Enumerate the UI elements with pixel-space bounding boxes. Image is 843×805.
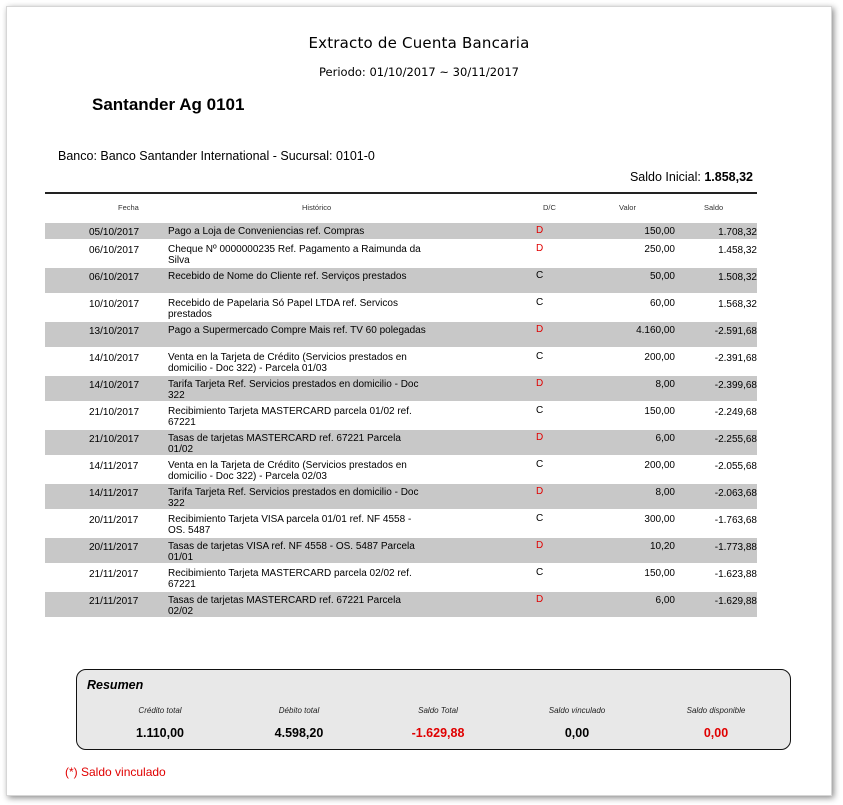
summary-title: Resumen — [87, 678, 144, 692]
row-dc: D — [536, 486, 544, 497]
row-description: Cheque Nº 0000000235 Ref. Pagamento a Raimunda da Silva — [168, 244, 421, 266]
row-balance: -1.763,68 — [714, 515, 757, 526]
row-balance: -2.591,68 — [714, 326, 757, 337]
account-name: Santander Ag 0101 — [92, 95, 245, 114]
row-description: Tasas de tarjetas VISA ref. NF 4558 - OS. 5487 Parcela 01/01 — [168, 541, 415, 563]
row-date: 06/10/2017 — [89, 272, 140, 283]
row-description: Tarifa Tarjeta Ref. Servicios prestados en domicilio - Doc 322 — [168, 487, 419, 509]
row-dc: C — [536, 405, 544, 416]
row-balance: -1.773,88 — [714, 542, 757, 553]
row-date: 21/10/2017 — [89, 407, 140, 418]
row-description: Recebido de Papelaria Só Papel LTDA ref. Servicos prestados — [168, 298, 398, 320]
summary-value-credit: 1.110,00 — [136, 726, 184, 740]
summary-label-credit: Crédito total — [138, 706, 182, 715]
statement-page — [6, 6, 832, 796]
row-date: 05/10/2017 — [89, 227, 140, 238]
row-date: 13/10/2017 — [89, 326, 140, 337]
row-date: 20/11/2017 — [89, 542, 139, 553]
row-description: Recebido de Nome do Cliente ref. Serviços prestados — [168, 271, 407, 282]
row-date: 14/10/2017 — [89, 353, 140, 364]
document-title: Extracto de Cuenta Bancaria — [308, 34, 530, 52]
opening-balance — [630, 170, 753, 184]
row-dc: C — [536, 270, 544, 281]
row-dc: C — [536, 459, 544, 470]
row-dc: C — [536, 567, 544, 578]
header-rule — [45, 192, 757, 194]
row-value: 8,00 — [655, 487, 675, 498]
row-balance: 1.708,32 — [718, 227, 757, 238]
row-balance: -2.391,68 — [714, 353, 757, 364]
summary-label-available: Saldo disponible — [686, 706, 746, 715]
row-description: Recibimiento Tarjeta MASTERCARD parcela 01/02 ref. 67221 — [168, 406, 412, 428]
column-header-balance: Saldo — [704, 203, 724, 212]
table-row — [45, 565, 757, 590]
table-row — [45, 592, 757, 617]
row-value: 150,00 — [644, 406, 675, 417]
row-value: 10,20 — [649, 541, 675, 552]
row-balance: -1.629,88 — [714, 596, 757, 607]
document-period: Periodo: 01/10/2017 ~ 30/11/2017 — [319, 65, 519, 79]
row-value: 250,00 — [644, 244, 675, 255]
row-date: 21/10/2017 — [89, 434, 140, 445]
table-row — [45, 241, 757, 266]
row-description: Pago a Loja de Conveniencias ref. Compras — [168, 226, 365, 237]
row-dc: D — [536, 378, 544, 389]
row-balance: -1.623,88 — [714, 569, 757, 580]
row-value: 150,00 — [644, 568, 675, 579]
row-date: 14/11/2017 — [89, 488, 139, 499]
summary-box — [76, 669, 791, 750]
row-balance: -2.063,68 — [714, 488, 757, 499]
row-date: 21/11/2017 — [89, 569, 139, 580]
row-date: 14/11/2017 — [89, 461, 139, 472]
column-header-description: Histórico — [302, 203, 332, 212]
table-row — [45, 403, 757, 428]
row-description: Tasas de tarjetas MASTERCARD ref. 67221 Parcela 02/02 — [168, 595, 401, 617]
row-dc: D — [536, 243, 544, 254]
opening-balance-label: Saldo Inicial: — [629, 170, 701, 184]
row-date: 21/11/2017 — [89, 596, 139, 607]
row-description: Recibimiento Tarjeta VISA parcela 01/01 ref. NF 4558 - OS. 5487 — [168, 514, 412, 536]
row-balance: -2.399,68 — [714, 380, 757, 391]
table-row — [45, 295, 757, 320]
row-value: 60,00 — [649, 298, 675, 309]
row-date: 20/11/2017 — [89, 515, 139, 526]
row-balance: -2.255,68 — [714, 434, 757, 445]
row-description: Pago a Supermercado Compre Mais ref. TV 60 polegadas — [168, 325, 426, 336]
row-date: 10/10/2017 — [89, 299, 140, 310]
row-value: 200,00 — [644, 352, 675, 363]
footnote: (*) Saldo vinculado — [65, 765, 166, 779]
row-date: 14/10/2017 — [89, 380, 140, 391]
row-value: 300,00 — [644, 514, 675, 525]
table-row — [45, 376, 757, 401]
row-description: Tasas de tarjetas MASTERCARD ref. 67221 Parcela 01/02 — [168, 433, 401, 455]
row-description: Venta en la Tarjeta de Crédito (Servicios prestados en domicilio - Doc 322) - Parcela 01/03 — [168, 352, 407, 374]
summary-label-total: Saldo Total — [418, 706, 458, 715]
row-date: 06/10/2017 — [89, 245, 140, 256]
row-dc: D — [536, 540, 544, 551]
row-dc: D — [536, 324, 544, 335]
row-dc: D — [536, 432, 544, 443]
table-row — [45, 457, 757, 482]
table-row — [45, 268, 757, 293]
row-dc: C — [536, 297, 544, 308]
row-value: 4.160,00 — [636, 325, 675, 336]
column-header-dc: D/C — [543, 203, 556, 212]
row-description: Recibimiento Tarjeta MASTERCARD parcela 02/02 ref. 67221 — [168, 568, 412, 590]
row-value: 150,00 — [644, 226, 675, 237]
row-value: 50,00 — [649, 271, 675, 282]
row-balance: 1.508,32 — [718, 272, 757, 283]
table-header — [45, 203, 757, 217]
summary-value-linked: 0,00 — [564, 726, 590, 740]
summary-value-available: 0,00 — [703, 726, 729, 740]
table-row — [45, 349, 757, 374]
row-dc: D — [536, 594, 544, 605]
transactions-table — [45, 223, 757, 619]
table-row — [45, 538, 757, 563]
row-description: Tarifa Tarjeta Ref. Servicios prestados en domicilio - Doc 322 — [168, 379, 419, 401]
row-dc: D — [536, 225, 544, 236]
row-value: 8,00 — [655, 379, 675, 390]
column-header-value: Valor — [619, 203, 636, 212]
summary-label-debit: Débito total — [278, 706, 320, 715]
row-dc: C — [536, 513, 544, 524]
row-balance: 1.568,32 — [718, 299, 757, 310]
row-balance: 1.458,32 — [718, 245, 757, 256]
opening-balance-value: 1.858,32 — [704, 170, 753, 184]
row-value: 6,00 — [655, 433, 675, 444]
row-value: 200,00 — [644, 460, 675, 471]
column-header-date: Fecha — [118, 203, 139, 212]
table-row — [45, 484, 757, 509]
row-balance: -2.055,68 — [714, 461, 757, 472]
bank-info: Banco: Banco Santander International - Sucursal: 0101-0 — [58, 149, 375, 163]
row-description: Venta en la Tarjeta de Crédito (Servicios prestados en domicilio - Doc 322) - Parcela 02/03 — [168, 460, 407, 482]
table-row — [45, 223, 757, 239]
row-balance: -2.249,68 — [714, 407, 757, 418]
summary-value-total: -1.629,88 — [411, 726, 465, 740]
summary-label-linked: Saldo vinculado — [548, 706, 606, 715]
table-row — [45, 322, 757, 347]
summary-value-debit: 4.598,20 — [274, 726, 324, 740]
row-dc: C — [536, 351, 544, 362]
table-row — [45, 430, 757, 455]
row-value: 6,00 — [655, 595, 675, 606]
table-row — [45, 511, 757, 536]
